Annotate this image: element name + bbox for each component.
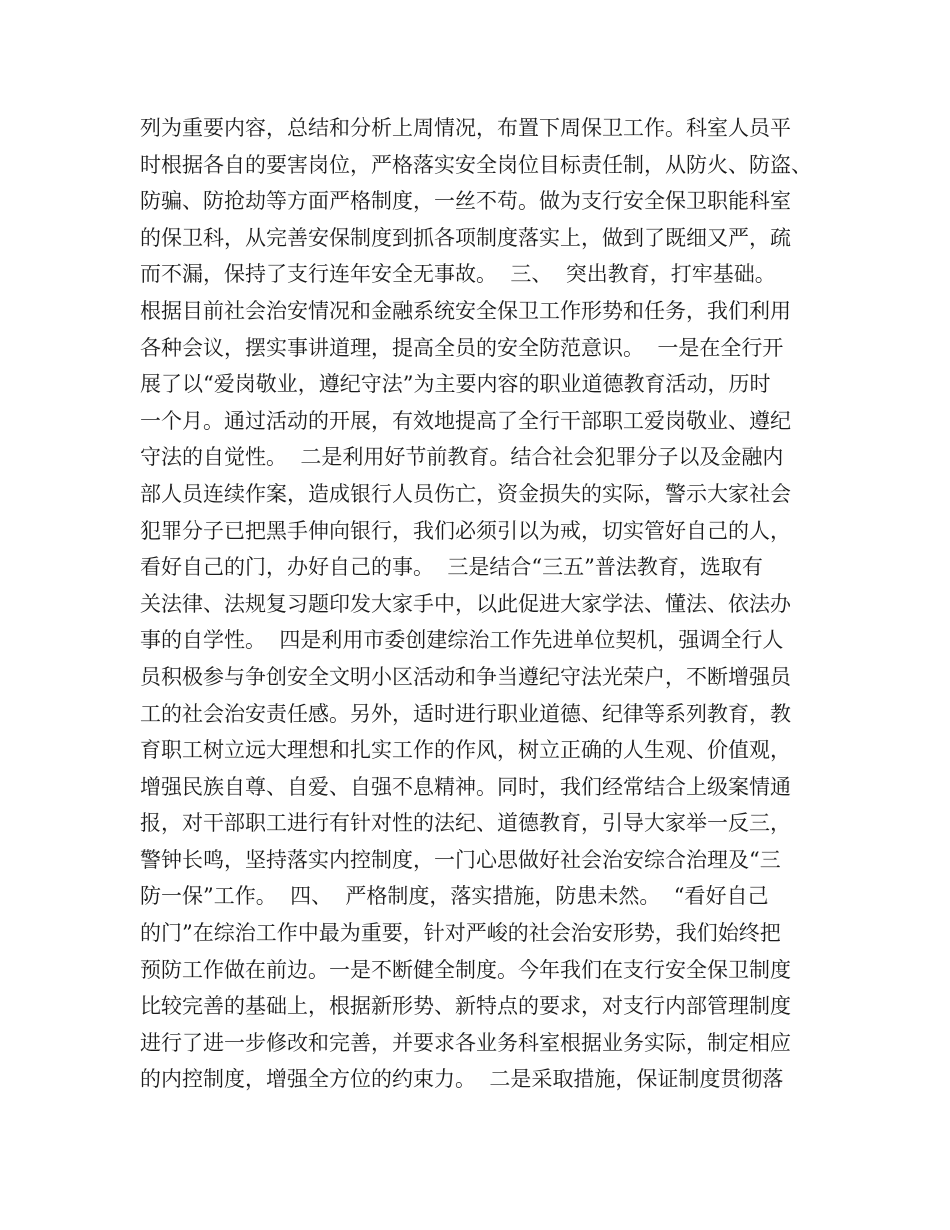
text-line: 展了以“爱岗敬业，遵纪守法”为主要内容的职业道德教育活动，历时 [140,372,771,397]
body-text [140,110,830,1098]
text-line: 员积极参与争创安全文明小区活动和争当遵纪守法光荣户，不断增强员 [140,664,791,689]
text-line: 看好自己的门，办好自己的事。 三是结合“三五”普法教育，选取有 [140,555,763,580]
text-line: 关法律、法规复习题印发大家手中，以此促进大家学法、懂法、依法办 [140,591,791,616]
text-line: 列为重要内容，总结和分析上周情况，布置下周保卫工作。科室人员平 [140,116,791,140]
text-line: 防一保”工作。 四、 严格制度，落实措施，防患未然。 “看好自己 [140,884,769,909]
text-line: 进行了进一步修改和完善，并要求各业务科室根据业务实际，制定相应 [140,1030,791,1055]
text-line: 守法的自觉性。 二是利用好节前教育。结合社会犯罪分子以及金融内 [140,445,784,470]
text-line: 的内控制度，增强全方位的约束力。 二是采取措施，保证制度贯彻落 [140,1067,784,1092]
text-line: 部人员连续作案，造成银行人员伤亡，资金损失的实际，警示大家社会 [140,481,791,506]
text-line: 预防工作做在前边。一是不断健全制度。今年我们在支行安全保卫制度 [140,957,791,982]
text-line: 各种会议，摆实事讲道理，提高全员的安全防范意识。 一是在全行开 [140,335,784,360]
text-line: 增强民族自尊、自爱、自强不息精神。同时，我们经常结合上级案情通 [140,774,791,799]
text-line: 防骗、防抢劫等方面严格制度，一丝不苟。做为支行安全保卫职能科室 [140,189,791,214]
text-line: 工的社会治安责任感。另外，适时进行职业道德、纪律等系列教育，教 [140,701,791,726]
text-line: 一个月。通过活动的开展，有效地提高了全行干部职工爱岗敬业、遵纪 [140,408,791,433]
text-line: 报，对干部职工进行有针对性的法纪、道德教育，引导大家举一反三， [140,811,791,836]
text-line: 事的自学性。 四是利用市委创建综治工作先进单位契机，强调全行人 [140,628,784,653]
text-line: 警钟长鸣，坚持落实内控制度，一门心思做好社会治安综合治理及“三 [140,847,781,872]
text-line: 犯罪分子已把黑手伸向银行，我们必须引以为戒，切实管好自己的人， [140,518,791,543]
text-line: 而不漏，保持了支行连年安全无事故。 三、 突出教育，打牢基础。 [140,262,776,287]
text-line: 育职工树立远大理想和扎实工作的作风，树立正确的人生观、价值观， [140,738,791,763]
text-line: 的保卫科，从完善安保制度到抓各项制度落实上，做到了既细又严，疏 [140,225,791,250]
text-line: 根据目前社会治安情况和金融系统安全保卫工作形势和任务，我们利用 [140,298,791,323]
text-line: 时根据各自的要害岗位，严格落实安全岗位目标责任制，从防火、防盗、 [140,152,812,177]
text-line: 的门”在综治工作中最为重要，针对严峻的社会治安形势，我们始终把 [140,921,781,946]
text-line: 比较完善的基础上，根据新形势、新特点的要求，对支行内部管理制度 [140,994,791,1019]
